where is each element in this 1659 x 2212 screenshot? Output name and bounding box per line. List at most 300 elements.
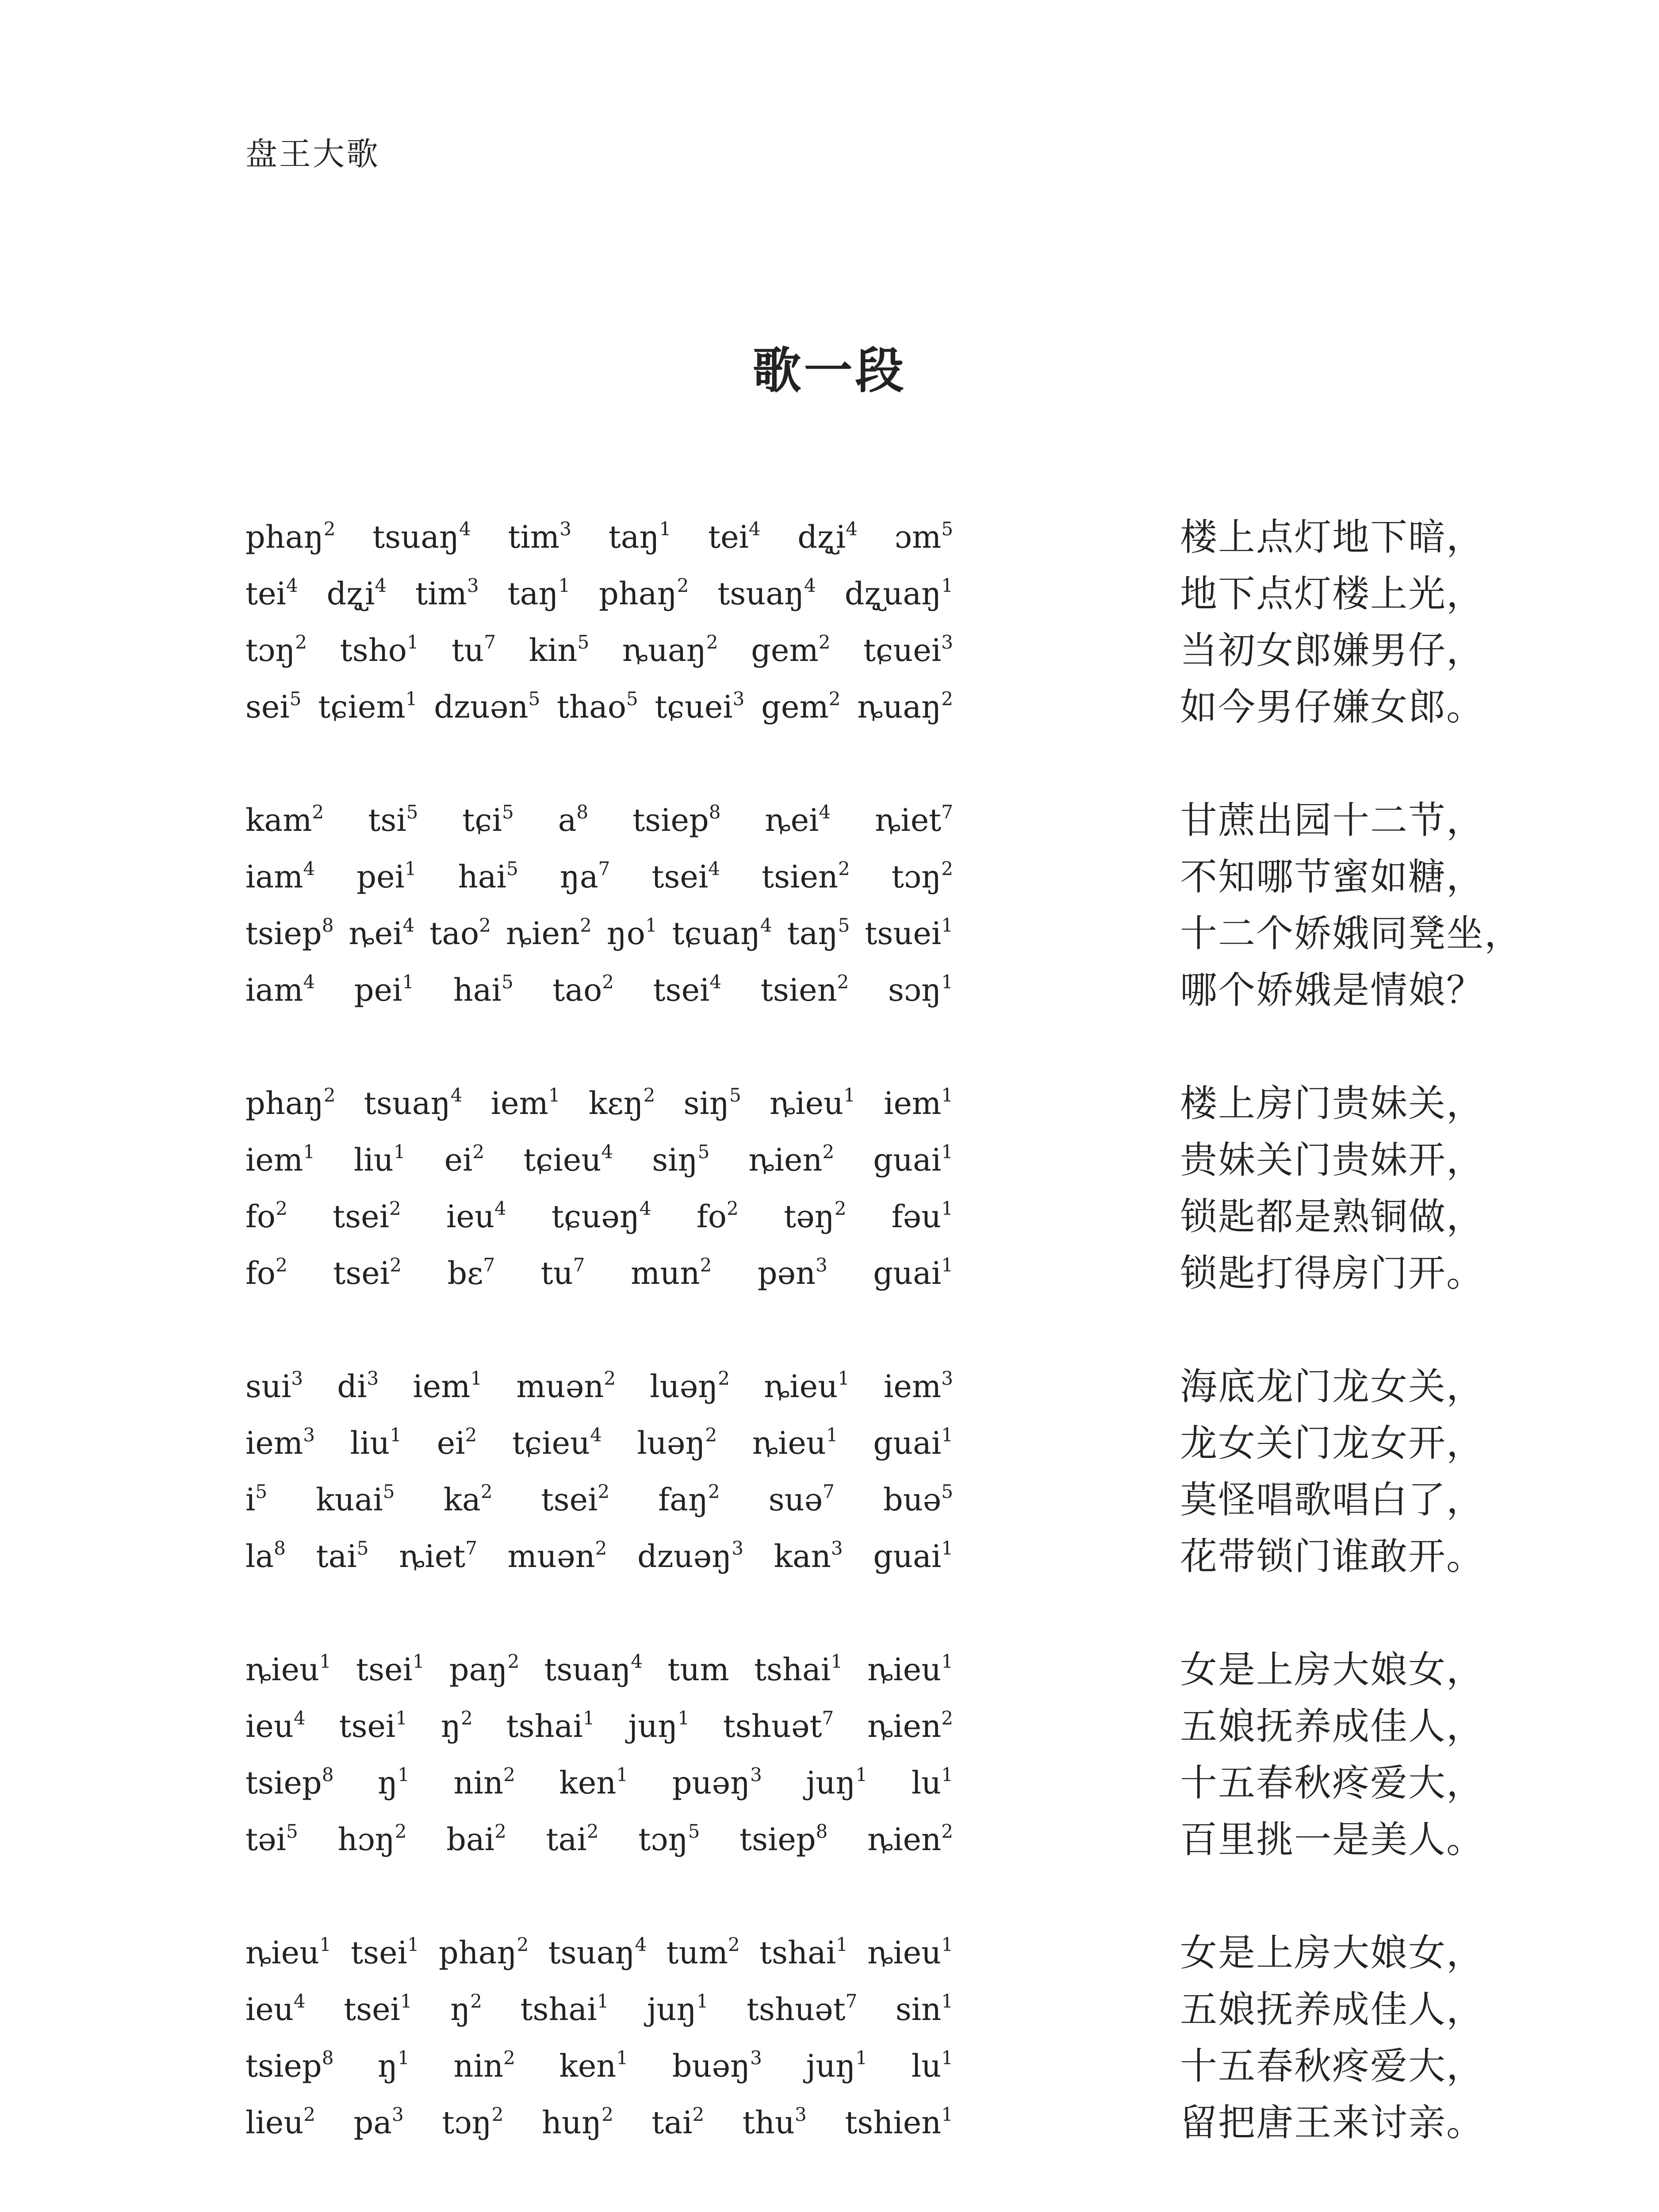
verse-line <box>0 1075 1659 1132</box>
verse-line <box>0 565 1659 622</box>
tone-number: 7 <box>465 1537 477 1559</box>
syllable: liu <box>350 1425 390 1461</box>
tone-number: 1 <box>941 1537 953 1559</box>
syllable: tsuaŋ <box>364 1085 451 1121</box>
syllable: nin <box>453 1765 504 1801</box>
syllable: liu <box>353 1142 394 1178</box>
syllable: ȵuaŋ <box>622 632 706 668</box>
syllable: tsien <box>760 972 837 1008</box>
tone-number: 1 <box>941 1084 953 1106</box>
syllable: taŋ <box>608 519 659 555</box>
syllable: tao <box>552 972 602 1008</box>
tone-number: 2 <box>941 858 953 879</box>
verse-line <box>0 1415 1659 1471</box>
syllable: tsuaŋ <box>372 519 460 555</box>
syllable: tɕuaŋ <box>672 915 760 952</box>
syllable: təi <box>245 1821 286 1858</box>
tone-number: 4 <box>846 518 858 540</box>
tone-number: 8 <box>816 1820 828 1842</box>
tone-number: 7 <box>822 1707 834 1729</box>
syllable: tei <box>708 519 749 555</box>
tone-number: 4 <box>804 575 816 596</box>
tone-number: 1 <box>941 1651 953 1672</box>
chinese-verse: 楼上房门贵妹关， <box>1180 1082 1485 1125</box>
tone-number: 4 <box>748 518 761 540</box>
syllable: tsiep <box>632 802 709 838</box>
chinese-verse: 十五春秋疼爱大， <box>1180 2044 1485 2088</box>
tone-number: 1 <box>941 971 953 993</box>
tone-number: 1 <box>855 2047 868 2069</box>
tone-number: 1 <box>826 1424 838 1446</box>
syllable: tsiep <box>245 2048 322 2084</box>
syllable: taŋ <box>507 576 559 612</box>
tone-number: 2 <box>479 914 491 936</box>
tone-number: 3 <box>367 1367 379 1389</box>
tone-number: 1 <box>393 1141 406 1163</box>
tone-number: 5 <box>289 688 302 710</box>
syllable: luəŋ <box>637 1425 705 1461</box>
tone-number: 2 <box>602 2104 613 2125</box>
tone-number: 4 <box>375 575 387 596</box>
romanization <box>245 2094 953 2151</box>
syllable: i <box>245 1482 256 1518</box>
tone-number: 4 <box>635 1934 647 1955</box>
tone-number: 2 <box>598 1481 610 1502</box>
tone-number: 4 <box>709 971 722 993</box>
syllable: tsei <box>651 859 709 895</box>
verse-line <box>0 622 1659 679</box>
tone-number: 2 <box>491 2104 504 2125</box>
syllable: tɕiem <box>318 689 406 725</box>
tone-number: 1 <box>412 1651 425 1672</box>
syllable: tao <box>429 915 479 952</box>
syllable: gem <box>761 689 829 725</box>
romanization <box>245 1641 953 1698</box>
syllable: tshien <box>845 2104 942 2141</box>
tone-number: 4 <box>601 1141 613 1163</box>
syllable: phaŋ <box>245 519 324 555</box>
romanization <box>245 565 953 622</box>
syllable: ȵieu <box>867 1651 942 1688</box>
tone-number: 4 <box>303 858 315 879</box>
syllable: tsuaŋ <box>548 1935 635 1971</box>
syllable: iem <box>490 1085 548 1121</box>
syllable: tsi <box>368 802 406 838</box>
tone-number: 1 <box>678 1707 690 1729</box>
syllable: tsei <box>653 972 710 1008</box>
tone-number: 1 <box>855 1764 868 1786</box>
syllable: guai <box>873 1142 942 1178</box>
chinese-verse: 五娘抚养成佳人， <box>1180 1705 1485 1748</box>
verse-line <box>0 1981 1659 2038</box>
tone-number: 1 <box>941 1424 953 1446</box>
syllable: tshai <box>759 1935 836 1971</box>
syllable: tɕieu <box>523 1142 602 1178</box>
romanization <box>245 1528 953 1585</box>
syllable: kan <box>774 1538 831 1575</box>
syllable: hai <box>453 972 502 1008</box>
tone-number: 2 <box>312 801 324 823</box>
syllable: iem <box>884 1085 942 1121</box>
syllable: ȵiet <box>399 1538 466 1575</box>
syllable: buəŋ <box>672 2048 751 2084</box>
chinese-verse: 楼上点灯地下暗， <box>1180 515 1485 559</box>
syllable: kuai <box>316 1482 383 1518</box>
chinese-verse: 锁匙打得房门开。 <box>1180 1252 1485 1295</box>
syllable: iam <box>245 972 303 1008</box>
tone-number: 2 <box>276 1198 287 1219</box>
tone-number: 5 <box>688 1820 700 1842</box>
romanization <box>245 1245 953 1302</box>
tone-number: 4 <box>708 858 720 879</box>
syllable: sui <box>245 1368 291 1405</box>
tone-number: 7 <box>845 1990 858 2012</box>
syllable: tsiep <box>245 915 322 952</box>
syllable: ɔm <box>894 519 942 555</box>
syllable: buə <box>883 1482 942 1518</box>
syllable: fo <box>245 1198 276 1235</box>
romanization <box>245 1981 953 2038</box>
syllable: ȵiet <box>875 802 942 838</box>
tone-number: 1 <box>616 1764 628 1786</box>
tone-number: 1 <box>941 575 953 596</box>
syllable: tshai <box>506 1708 583 1744</box>
syllable: dzuəŋ <box>637 1538 732 1575</box>
syllable: fo <box>245 1255 276 1291</box>
syllable: ȵei <box>765 802 819 838</box>
syllable: thu <box>742 2104 795 2141</box>
syllable: pən <box>757 1255 816 1291</box>
syllable: suə <box>768 1482 823 1518</box>
syllable: ŋ <box>378 1765 398 1801</box>
syllable: siŋ <box>683 1085 729 1121</box>
tone-number: 1 <box>836 1934 848 1955</box>
tone-number: 1 <box>941 914 953 936</box>
syllable: tsei <box>351 1935 407 1971</box>
syllable: tsuei <box>865 915 942 952</box>
tone-number: 2 <box>323 1084 336 1106</box>
tone-number: 4 <box>402 914 415 936</box>
syllable: tɕi <box>462 802 502 838</box>
romanization <box>245 962 953 1018</box>
verse-line <box>0 509 1659 565</box>
syllable: nin <box>453 2048 504 2084</box>
chinese-verse: 留把唐王来讨亲。 <box>1180 2101 1485 2144</box>
tone-number: 2 <box>941 1707 953 1729</box>
syllable: luəŋ <box>650 1368 718 1405</box>
syllable: fəu <box>891 1198 942 1235</box>
verse-line <box>0 905 1659 962</box>
tone-number: 1 <box>405 688 418 710</box>
verse-line <box>0 1811 1659 1868</box>
syllable: tshuət <box>723 1708 822 1744</box>
romanization <box>245 849 953 905</box>
syllable: tum <box>666 1935 728 1971</box>
syllable: tsei <box>541 1482 598 1518</box>
romanization <box>245 1358 953 1415</box>
syllable: tshai <box>520 1991 597 2028</box>
verse-line <box>0 1471 1659 1528</box>
syllable: tei <box>245 576 286 612</box>
syllable: ei <box>437 1425 465 1461</box>
syllable: muən <box>516 1368 604 1405</box>
tone-number: 2 <box>586 1820 599 1842</box>
syllable: ȵieu <box>769 1085 844 1121</box>
chinese-verse: 龙女关门龙女开， <box>1180 1421 1485 1465</box>
syllable: la <box>245 1538 274 1575</box>
verse-line <box>0 2038 1659 2094</box>
tone-number: 2 <box>692 2104 705 2125</box>
romanization <box>245 1132 953 1188</box>
syllable: phaŋ <box>438 1935 517 1971</box>
tone-number: 2 <box>941 1820 953 1842</box>
syllable: paŋ <box>449 1651 508 1688</box>
syllable: tɔŋ <box>891 859 942 895</box>
tone-number: 1 <box>597 1990 609 2012</box>
tone-number: 7 <box>598 858 610 879</box>
tone-number: 1 <box>407 1934 419 1955</box>
syllable: ieu <box>245 1708 294 1744</box>
tone-number: 1 <box>843 1084 855 1106</box>
syllable: sɔŋ <box>888 972 942 1008</box>
syllable: ȵieu <box>245 1935 320 1971</box>
tone-number: 3 <box>467 575 479 596</box>
tone-number: 1 <box>406 631 419 653</box>
tone-number: 1 <box>404 858 417 879</box>
syllable: tim <box>508 519 560 555</box>
syllable: tsuaŋ <box>544 1651 631 1688</box>
tone-number: 2 <box>470 1990 482 2012</box>
chinese-verse: 锁匙都是熟铜做， <box>1180 1195 1485 1238</box>
tone-number: 1 <box>558 575 571 596</box>
tone-number: 8 <box>322 1764 334 1786</box>
tone-number: 2 <box>706 631 718 653</box>
syllable: juŋ <box>628 1708 678 1744</box>
tone-number: 4 <box>450 1084 463 1106</box>
syllable: tsei <box>356 1651 413 1688</box>
section-title: 歌一段 <box>752 342 907 399</box>
tone-number: 2 <box>838 858 850 879</box>
verse-line <box>0 1358 1659 1415</box>
tone-number: 2 <box>503 2047 515 2069</box>
verse-line <box>0 1755 1659 1811</box>
syllable: tɔŋ <box>442 2104 492 2141</box>
syllable: hɔŋ <box>337 1821 395 1858</box>
syllable: tsei <box>333 1255 390 1291</box>
tone-number: 8 <box>709 801 721 823</box>
tone-number: 1 <box>400 1990 412 2012</box>
chinese-verse: 十二个娇娥同凳坐， <box>1180 912 1523 955</box>
tone-number: 4 <box>639 1198 651 1219</box>
romanization <box>245 905 953 962</box>
syllable: dʐ̨i <box>797 519 846 555</box>
tone-number: 5 <box>502 801 514 823</box>
romanization <box>245 622 953 679</box>
tone-number: 5 <box>255 1481 268 1502</box>
tone-number: 8 <box>576 801 589 823</box>
chinese-verse: 不知哪节蜜如糖， <box>1180 855 1485 899</box>
tone-number: 5 <box>697 1141 710 1163</box>
verse-line <box>0 2094 1659 2151</box>
syllable: ȵien <box>506 915 580 952</box>
syllable: a <box>558 802 577 838</box>
syllable: fo <box>696 1198 727 1235</box>
tone-number: 7 <box>573 1254 585 1276</box>
tone-number: 2 <box>517 1934 529 1955</box>
verse-line <box>0 792 1659 849</box>
tone-number: 2 <box>303 2104 316 2125</box>
syllable: iem <box>413 1368 471 1405</box>
syllable: kin <box>529 632 578 668</box>
syllable: phaŋ <box>245 1085 324 1121</box>
syllable: kam <box>245 802 312 838</box>
tone-number: 7 <box>483 1254 495 1276</box>
syllable: mun <box>630 1255 700 1291</box>
tone-number: 2 <box>460 1707 473 1729</box>
syllable: ŋ <box>441 1708 461 1744</box>
tone-number: 1 <box>941 1990 953 2012</box>
syllable: lu <box>911 2048 942 2084</box>
chinese-verse: 海底龙门龙女关， <box>1180 1365 1485 1408</box>
verse-line <box>0 1528 1659 1585</box>
tone-number: 2 <box>472 1141 485 1163</box>
tone-number: 3 <box>291 1367 303 1389</box>
tone-number: 1 <box>941 1141 953 1163</box>
tone-number: 2 <box>465 1424 477 1446</box>
syllable: ieu <box>245 1991 294 2028</box>
tone-number: 1 <box>319 1934 331 1955</box>
tone-number: 4 <box>590 1424 602 1446</box>
tone-number: 2 <box>834 1198 847 1219</box>
syllable: tsien <box>762 859 838 895</box>
syllable: tai <box>546 1821 587 1858</box>
tone-number: 7 <box>484 631 496 653</box>
tone-number: 2 <box>828 688 841 710</box>
tone-number: 2 <box>837 971 849 993</box>
syllable: lieu <box>245 2104 304 2141</box>
tone-number: 3 <box>831 1537 843 1559</box>
syllable: di <box>337 1368 367 1405</box>
chinese-verse: 莫怪唱歌唱白了， <box>1180 1478 1485 1521</box>
syllable: ȵien <box>867 1708 942 1744</box>
chinese-verse: 当初女郎嫌男仔， <box>1180 629 1485 672</box>
syllable: tim <box>415 576 467 612</box>
syllable: tsiep <box>739 1821 816 1858</box>
syllable: lu <box>911 1765 942 1801</box>
chinese-verse: 哪个娇娥是情娘？ <box>1180 968 1485 1012</box>
syllable: ŋ <box>378 2048 398 2084</box>
syllable: tɕieu <box>512 1425 590 1461</box>
tone-number: 7 <box>941 801 953 823</box>
tone-number: 2 <box>390 1254 402 1276</box>
verse-line <box>0 1188 1659 1245</box>
tone-number: 1 <box>395 1707 408 1729</box>
tone-number: 5 <box>626 688 638 710</box>
syllable: tɕuei <box>655 689 733 725</box>
tone-number: 4 <box>459 518 471 540</box>
chinese-verse: 百里挑一是美人。 <box>1180 1818 1485 1861</box>
tone-number: 2 <box>677 575 689 596</box>
tone-number: 1 <box>941 1254 953 1276</box>
romanization <box>245 1471 953 1528</box>
syllable: sin <box>895 1991 942 2028</box>
verse-line <box>0 849 1659 905</box>
tone-number: 8 <box>322 2047 334 2069</box>
tone-number: 4 <box>293 1707 306 1729</box>
syllable: pa <box>353 2104 392 2141</box>
chinese-verse: 甘蔗出园十二节， <box>1180 799 1485 842</box>
syllable: iem <box>245 1142 303 1178</box>
tone-number: 1 <box>582 1707 595 1729</box>
syllable: kɛŋ <box>588 1085 644 1121</box>
syllable: ȵien <box>867 1821 942 1858</box>
tone-number: 5 <box>286 1820 298 1842</box>
tone-number: 2 <box>323 518 336 540</box>
chinese-verse: 花带锁门谁敢开。 <box>1180 1535 1485 1578</box>
tone-number: 2 <box>708 1481 720 1502</box>
tone-number: 3 <box>732 1537 743 1559</box>
syllable: phaŋ <box>598 576 677 612</box>
verse-line <box>0 1641 1659 1698</box>
tone-number: 3 <box>732 688 745 710</box>
syllable: tɔŋ <box>638 1821 688 1858</box>
syllable: tsei <box>339 1708 396 1744</box>
syllable: guai <box>873 1425 942 1461</box>
tone-number: 1 <box>319 1651 331 1672</box>
syllable: tsuaŋ <box>717 576 805 612</box>
verse-line <box>0 679 1659 735</box>
syllable: pei <box>356 859 405 895</box>
syllable: juŋ <box>806 2048 856 2084</box>
tone-number: 1 <box>941 1198 953 1219</box>
syllable: huŋ <box>541 2104 602 2141</box>
tone-number: 2 <box>276 1254 287 1276</box>
syllable: guai <box>873 1538 942 1575</box>
tone-number: 7 <box>823 1481 835 1502</box>
verse-line <box>0 1698 1659 1755</box>
syllable: puəŋ <box>672 1765 751 1801</box>
tone-number: 5 <box>577 631 590 653</box>
syllable: juŋ <box>647 1991 697 2028</box>
tone-number: 1 <box>941 1934 953 1955</box>
tone-number: 4 <box>760 914 772 936</box>
tone-number: 1 <box>941 1764 953 1786</box>
tone-number: 1 <box>548 1084 560 1106</box>
tone-number: 2 <box>580 914 592 936</box>
syllable: tai <box>316 1538 357 1575</box>
tone-number: 3 <box>941 631 953 653</box>
tone-number: 2 <box>602 971 614 993</box>
tone-number: 1 <box>831 1651 843 1672</box>
tone-number: 2 <box>718 1367 730 1389</box>
syllable: tɕuəŋ <box>551 1198 640 1235</box>
tone-number: 2 <box>643 1084 655 1106</box>
chinese-verse: 五娘抚养成佳人， <box>1180 1988 1485 2031</box>
chinese-verse: 地下点灯楼上光， <box>1180 572 1485 615</box>
syllable: iem <box>245 1425 303 1461</box>
syllable: ȵieu <box>867 1935 942 1971</box>
syllable: tshai <box>754 1651 831 1688</box>
tone-number: 4 <box>293 1990 306 2012</box>
tone-number: 1 <box>402 971 414 993</box>
tone-number: 2 <box>705 1424 717 1446</box>
chinese-verse: 女是上房大娘女， <box>1180 1931 1485 1974</box>
syllable: juŋ <box>806 1765 856 1801</box>
syllable: tshuət <box>746 1991 846 2028</box>
tone-number: 2 <box>480 1481 493 1502</box>
syllable: tsei <box>333 1198 389 1235</box>
tone-number: 2 <box>507 1651 520 1672</box>
